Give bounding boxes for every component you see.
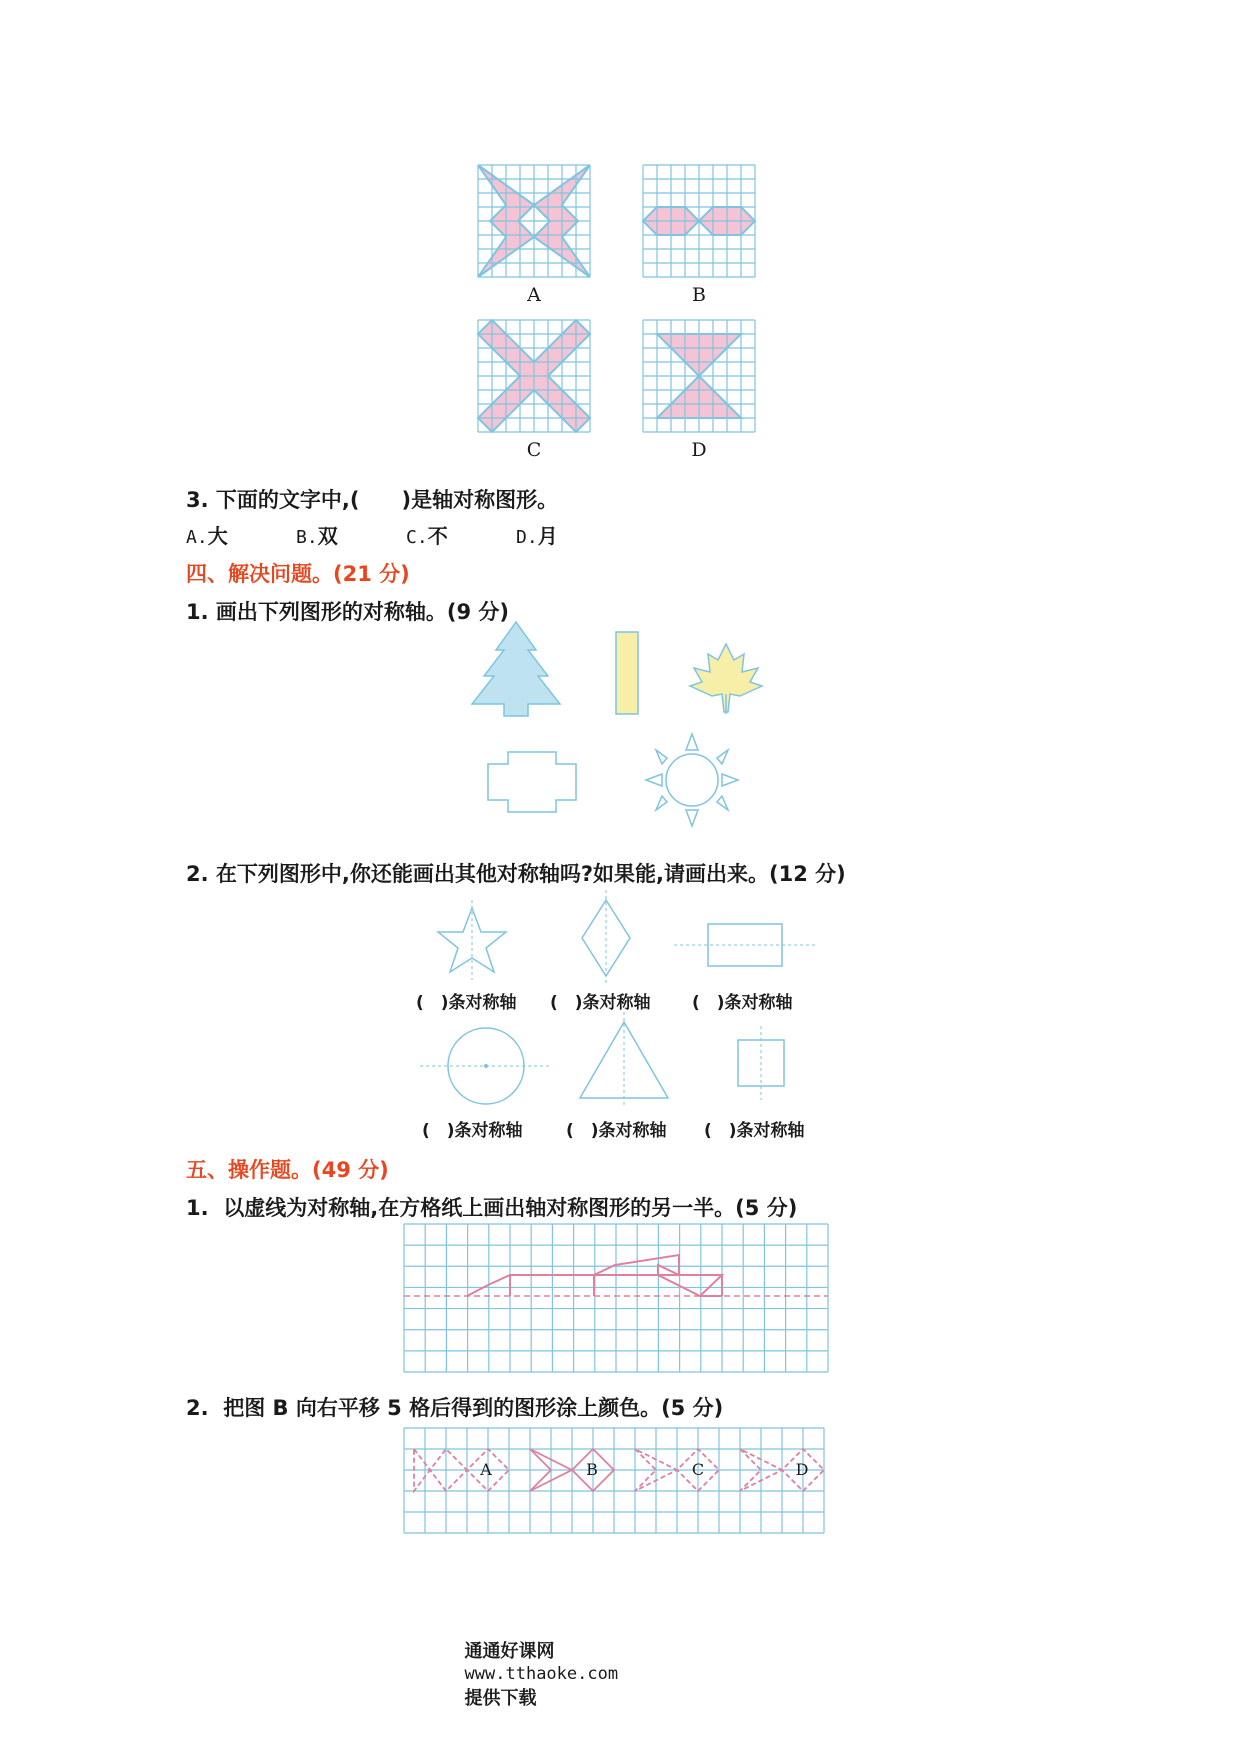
star-shape [438, 900, 506, 980]
q3-option-a-value: 大 [207, 524, 228, 548]
triangle-shape [580, 1012, 668, 1108]
shift-label-b: B [586, 1460, 598, 1479]
q3-option-d-key: D. [516, 527, 538, 548]
square-shape [738, 1026, 784, 1100]
figure-label-b: B [692, 284, 706, 306]
figure-label-c: C [526, 439, 542, 461]
shift-grid-svg[interactable] [404, 1428, 824, 1533]
axis-count-square[interactable]: ( )条对称轴 [704, 1121, 805, 1141]
q3-option-b-value: 双 [317, 524, 338, 548]
footer [452, 1616, 618, 1710]
axis-count-triangle[interactable]: ( )条对称轴 [566, 1121, 667, 1141]
section-4-q1: 1. 画出下列图形的对称轴。(9 分) [186, 600, 510, 624]
figure-label-d: D [691, 439, 707, 461]
axis-count-star[interactable]: ( )条对称轴 [416, 993, 517, 1013]
section-4-q2: 2. 在下列图形中,你还能画出其他对称轴吗?如果能,请画出来。(12 分) [186, 862, 846, 886]
circle-shape [420, 1028, 552, 1104]
question-3-text: 3. 下面的文字中,( )是轴对称图形。 [186, 488, 559, 512]
section-5-q2: 2. 把图 B 向右平移 5 格后得到的图形涂上颜色。(5 分) [186, 1396, 724, 1420]
footer-site: 通通好课网 [464, 1641, 555, 1662]
q3-option-d-value: 月 [537, 524, 558, 548]
shift-label-c: C [691, 1460, 705, 1479]
rectangle-shape [674, 924, 816, 966]
mirror-grid-svg[interactable] [404, 1224, 828, 1372]
rhombus-shape [582, 890, 630, 986]
axis-count-rhombus[interactable]: ( )条对称轴 [550, 993, 651, 1013]
figure-label-a: A [527, 284, 541, 306]
q3-option-b-key: B. [296, 527, 318, 548]
q3-option-a-key: A. [186, 527, 208, 548]
axis-count-circle[interactable]: ( )条对称轴 [422, 1121, 523, 1141]
shift-label-a: A [480, 1460, 492, 1479]
axis-count-rectangle[interactable]: ( )条对称轴 [692, 993, 793, 1013]
footer-suffix: 提供下载 [464, 1688, 537, 1709]
q3-option-c-key: C. [406, 527, 428, 548]
section-5-title: 五、操作题。(49 分) [186, 1158, 389, 1182]
shift-label-d: D [795, 1460, 809, 1479]
footer-url[interactable]: www.tthaoke.com [464, 1664, 619, 1684]
q3-option-c-value: 不 [427, 524, 448, 548]
section-5-q1: 1. 以虚线为对称轴,在方格纸上画出轴对称图形的另一半。(5 分) [186, 1196, 798, 1220]
section-4-title: 四、解决问题。(21 分) [186, 562, 410, 586]
